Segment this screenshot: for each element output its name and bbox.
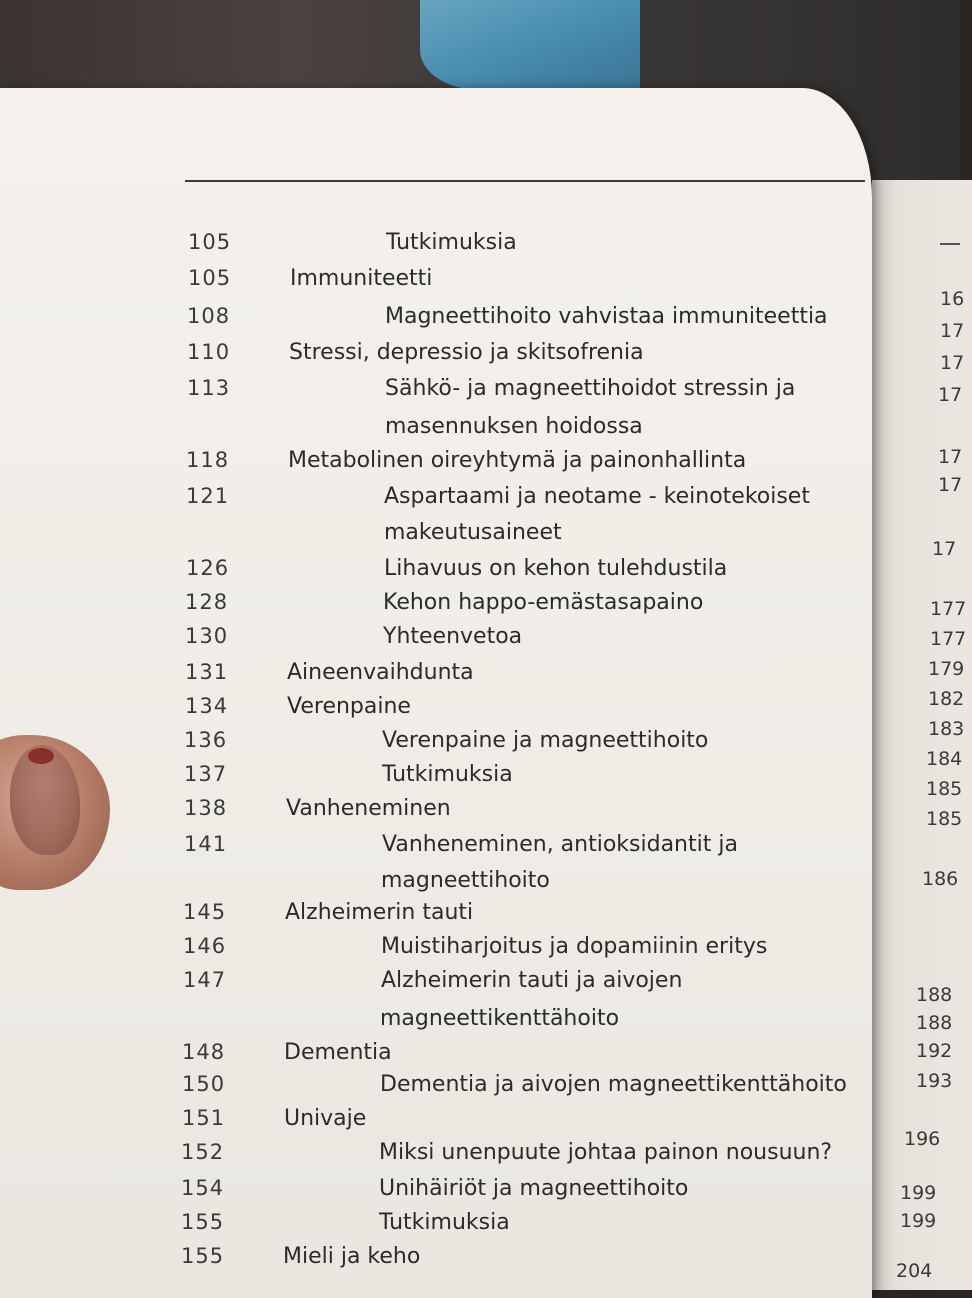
toc-page-number: 155	[181, 1210, 225, 1234]
toc-entry	[0, 266, 872, 300]
toc-chapter-title: Aineenvaihdunta	[287, 660, 474, 685]
toc-chapter-title: Alzheimerin tauti	[285, 900, 474, 925]
toc-section-title: Kehon happo-emästasapaino	[383, 590, 704, 615]
toc-entry	[0, 1072, 872, 1106]
toc-page-number: 130	[185, 624, 229, 648]
toc-page-number: 155	[181, 1244, 225, 1268]
facing-page-number: 188	[916, 1012, 953, 1034]
facing-page-number: 179	[928, 658, 965, 680]
facing-page-number: 17	[940, 352, 965, 374]
facing-page-number: 199	[900, 1182, 937, 1204]
toc-entry	[0, 660, 872, 694]
toc-entry	[0, 868, 872, 902]
toc-chapter-title: Univaje	[284, 1106, 367, 1131]
toc-page-number: 147	[183, 968, 227, 992]
toc-page-number: 151	[182, 1106, 226, 1130]
toc-section-title: Aspartaami ja neotame - keinotekoiset	[384, 484, 810, 509]
toc-page-number: 121	[186, 484, 230, 508]
toc-section-title: Vanheneminen, antioksidantit ja	[382, 832, 738, 857]
toc-section-title: Unihäiriöt ja magneettihoito	[379, 1176, 689, 1201]
facing-page-number: 17	[940, 320, 965, 342]
toc-entry	[0, 832, 872, 866]
toc-entry	[0, 1006, 872, 1040]
toc-page-number: 154	[181, 1176, 225, 1200]
nail-mark	[28, 748, 54, 764]
toc-page-number: 134	[185, 694, 229, 718]
facing-page-number: 192	[916, 1040, 953, 1062]
toc-entry	[0, 900, 872, 934]
facing-page-number: 193	[916, 1070, 953, 1092]
toc-entry	[0, 796, 872, 830]
toc-section-title: Magneettihoito vahvistaa immuniteettia	[385, 304, 828, 329]
facing-page-number: 196	[904, 1128, 941, 1150]
toc-chapter-title: Dementia	[284, 1040, 392, 1065]
toc-page-number: 128	[185, 590, 229, 614]
toc-page-number: 118	[186, 448, 230, 472]
toc-page-number: 136	[184, 728, 228, 752]
facing-page-number: 184	[926, 748, 963, 770]
toc-section-title: magneettihoito	[381, 868, 550, 893]
toc-entry	[0, 968, 872, 1002]
toc-entry	[0, 304, 872, 338]
facing-page-number: 185	[926, 778, 963, 800]
facing-page-number: 186	[922, 868, 959, 890]
toc-entry	[0, 1140, 872, 1174]
facing-page-number: 177	[930, 598, 967, 620]
facing-page-number: 17	[932, 538, 957, 560]
facing-page-number: 16	[940, 288, 965, 310]
toc-section-title: masennuksen hoidossa	[385, 414, 643, 439]
facing-page-number: 17	[938, 446, 963, 468]
toc-page-number: 141	[184, 832, 228, 856]
facing-page-number: 199	[900, 1210, 937, 1232]
toc-page-number: 146	[183, 934, 227, 958]
toc-entry	[0, 1244, 872, 1278]
toc-entry	[0, 376, 872, 410]
toc-entry	[0, 1210, 872, 1244]
facing-page-number: 17	[938, 384, 963, 406]
facing-page-number: 204	[896, 1260, 933, 1282]
toc-chapter-title: Metabolinen oireyhtymä ja painonhallinta	[288, 448, 747, 473]
toc-chapter-title: Vanheneminen	[286, 796, 451, 821]
facing-page-rule	[940, 243, 960, 245]
toc-page-number: 113	[187, 376, 231, 400]
facing-page-number: 183	[928, 718, 965, 740]
toc-section-title: Miksi unenpuute johtaa painon nousuun?	[379, 1140, 833, 1165]
toc-section-title: Muistiharjoitus ja dopamiinin eritys	[381, 934, 768, 959]
toc-page-number: 131	[185, 660, 229, 684]
toc-page-number: 108	[187, 304, 231, 328]
toc-entry	[0, 556, 872, 590]
facing-page-number: 177	[930, 628, 967, 650]
toc-entry	[0, 520, 872, 554]
toc-page-number: 150	[182, 1072, 226, 1096]
toc-page-number: 138	[184, 796, 228, 820]
toc-entry	[0, 1106, 872, 1140]
toc-section-title: Lihavuus on kehon tulehdustila	[384, 556, 728, 581]
toc-entry	[0, 934, 872, 968]
toc-chapter-title: Stressi, depressio ja skitsofrenia	[289, 340, 644, 365]
toc-entry	[0, 340, 872, 374]
toc-entry	[0, 1040, 872, 1074]
toc-page-number: 137	[184, 762, 228, 786]
toc-entry	[0, 1176, 872, 1210]
facing-page-number: 182	[928, 688, 965, 710]
toc-page-number: 105	[188, 230, 232, 254]
toc-page-number: 105	[188, 266, 232, 290]
toc-entry	[0, 694, 872, 728]
toc-entry	[0, 624, 872, 658]
toc-section-title: Tutkimuksia	[379, 1210, 510, 1235]
toc-chapter-title: Verenpaine	[287, 694, 411, 719]
toc-entry	[0, 448, 872, 482]
toc-page-number: 152	[181, 1140, 225, 1164]
toc-section-title: Alzheimerin tauti ja aivojen	[381, 968, 683, 993]
facing-page-number: 188	[916, 984, 953, 1006]
toc-chapter-title: Mieli ja keho	[283, 1244, 421, 1269]
toc-entry	[0, 230, 872, 264]
toc-section-title: Verenpaine ja magneettihoito	[382, 728, 709, 753]
toc-entry	[0, 762, 872, 796]
toc-section-title: makeutusaineet	[384, 520, 562, 545]
toc-section-title: Yhteenvetoa	[383, 624, 523, 649]
toc-section-title: magneettikenttähoito	[380, 1006, 620, 1031]
toc-entry	[0, 728, 872, 762]
toc-section-title: Tutkimuksia	[386, 230, 517, 255]
toc-entry	[0, 484, 872, 518]
toc-entry	[0, 414, 872, 448]
toc-section-title: Tutkimuksia	[382, 762, 513, 787]
toc-page-number: 145	[183, 900, 227, 924]
toc-section-title: Dementia ja aivojen magneettikenttähoito	[380, 1072, 847, 1097]
toc-entry	[0, 590, 872, 624]
toc-page-number: 148	[182, 1040, 226, 1064]
toc-chapter-title: Immuniteetti	[290, 266, 433, 291]
toc-section-title: Sähkö- ja magneettihoidot stressin ja	[385, 376, 796, 401]
toc-page-number: 126	[186, 556, 230, 580]
facing-page-number: 17	[938, 474, 963, 496]
facing-page-number: 185	[926, 808, 963, 830]
toc-page-number: 110	[187, 340, 231, 364]
